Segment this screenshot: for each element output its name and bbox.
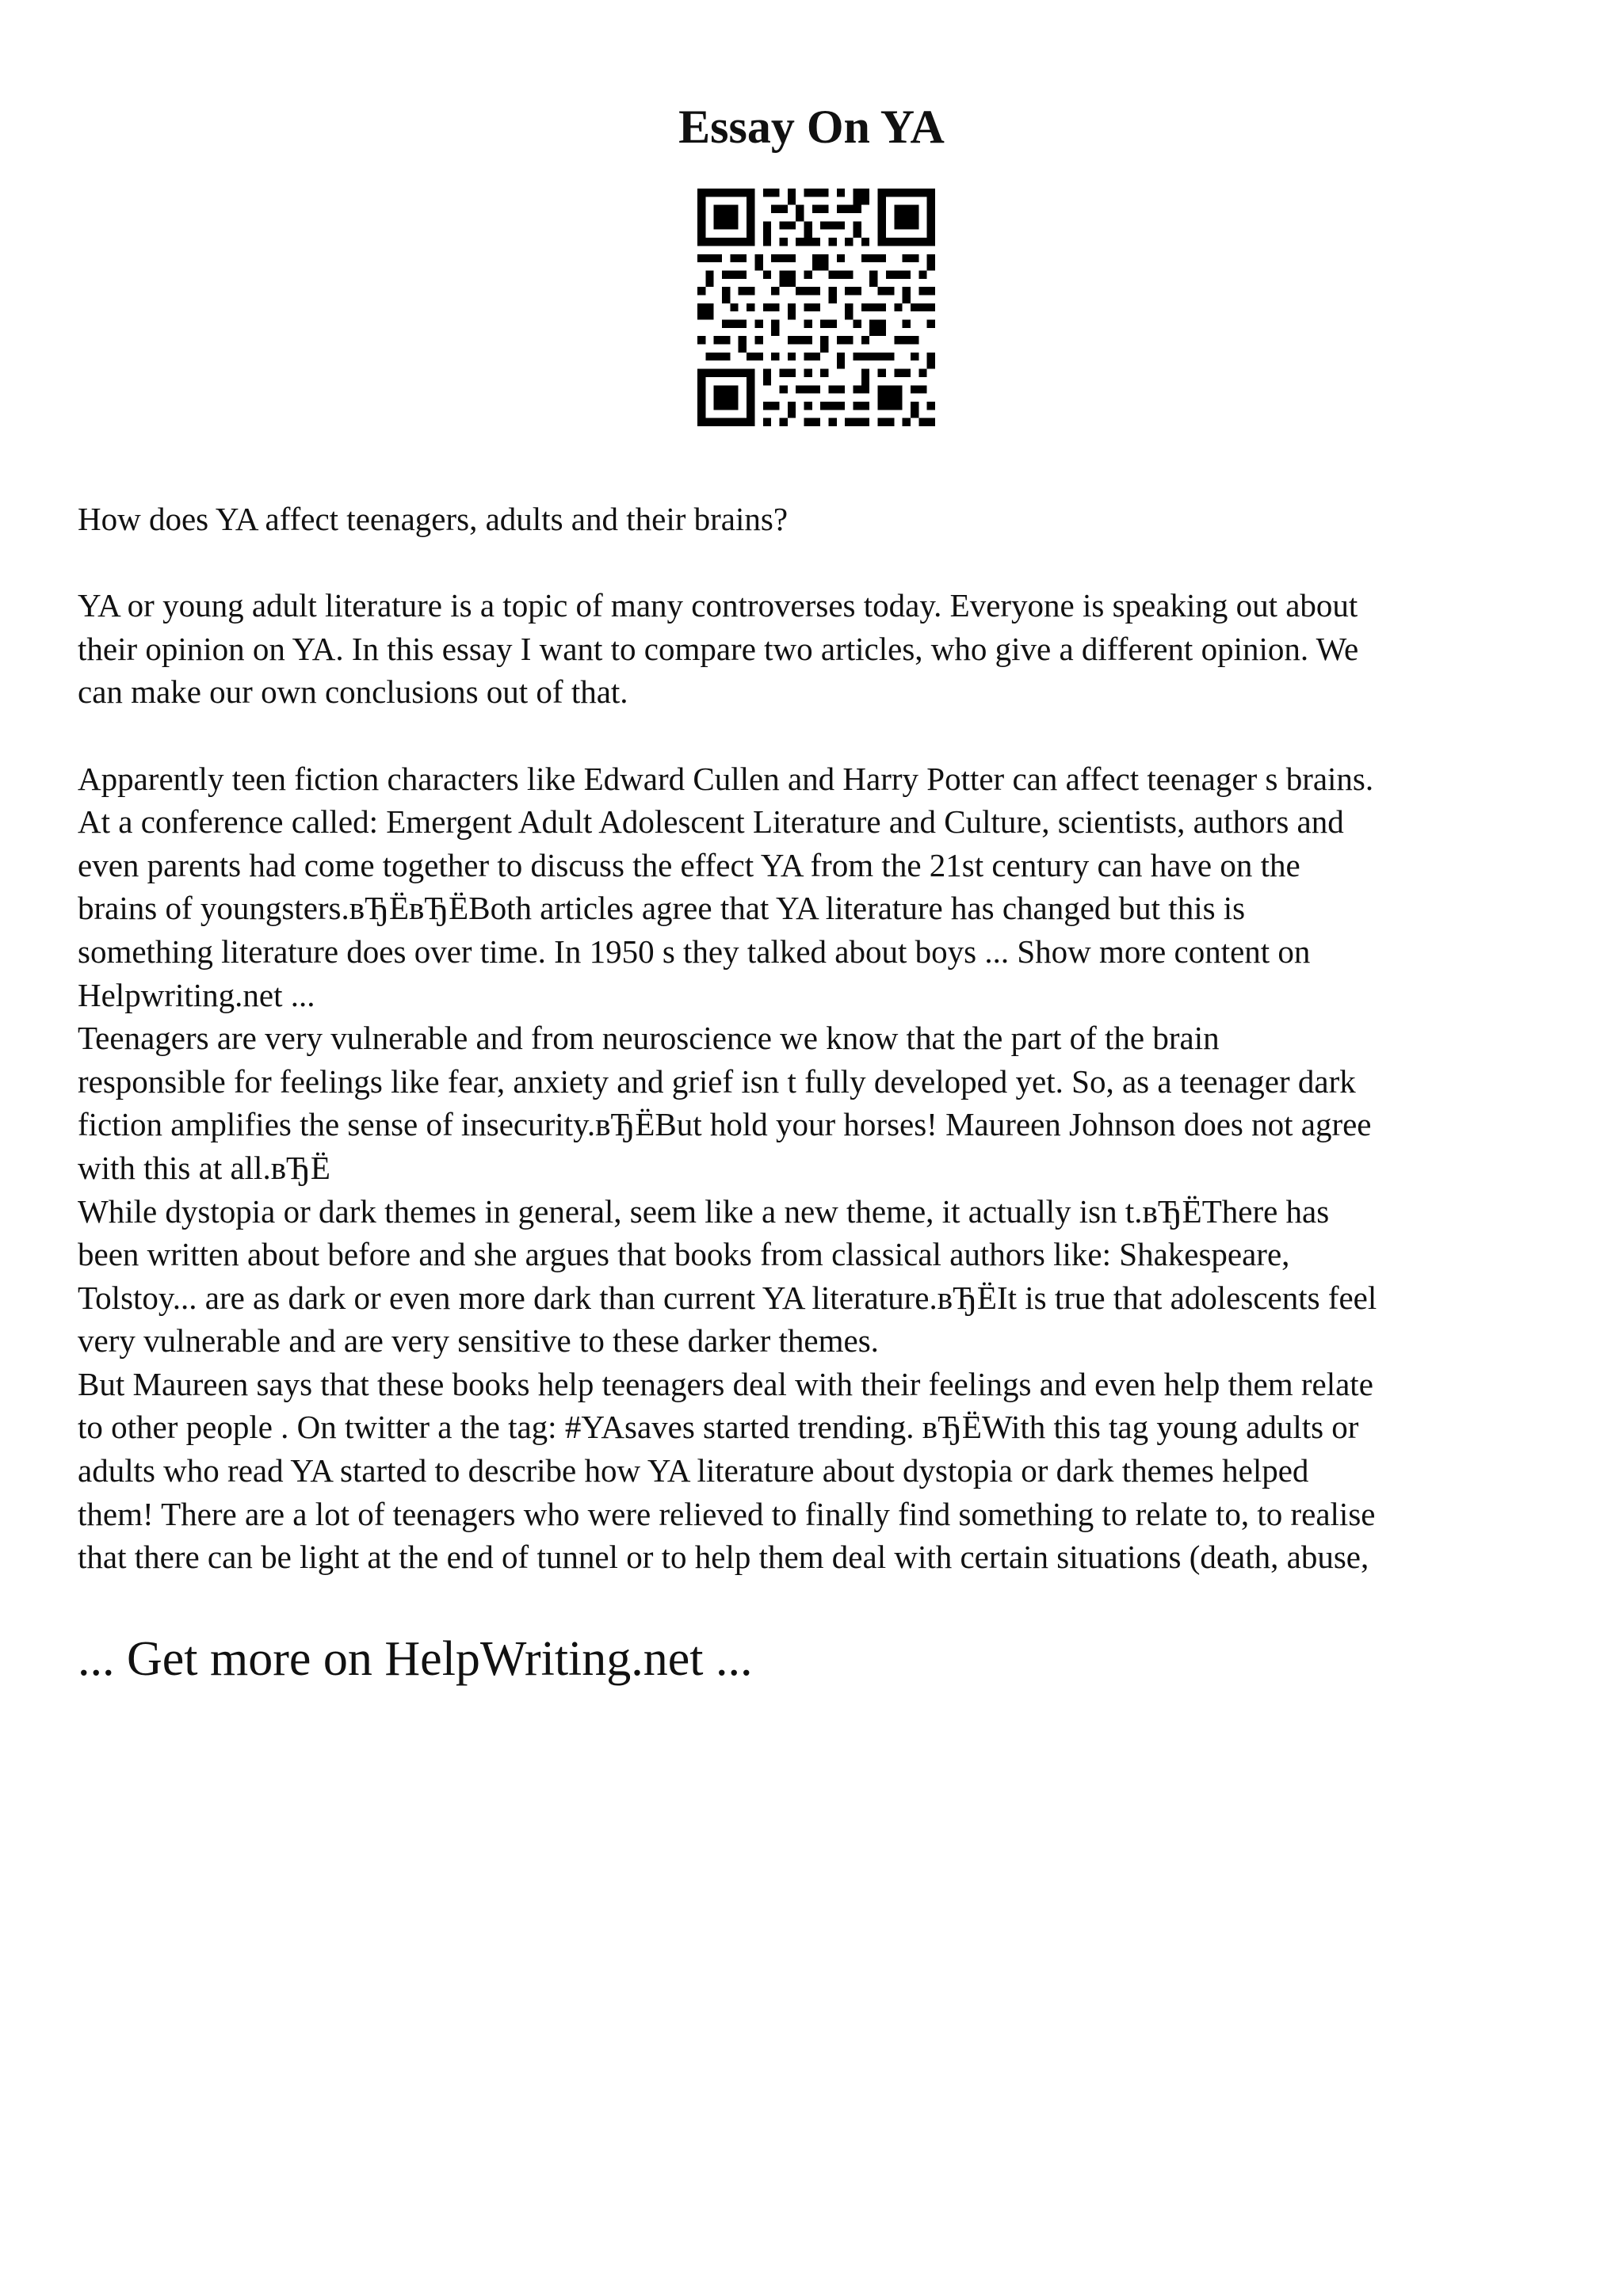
essay-line: their opinion on YA. In this essay I want to compare two articles, who give a different opinion. We (78, 630, 1359, 667)
essay-line: can make our own conclusions out of that. (78, 673, 628, 711)
essay-line: responsible for feelings like fear, anxiety and grief isn t fully developed yet. So, as a teenager dark (78, 1062, 1356, 1100)
essay-line: At a conference called: Emergent Adult Adolescent Literature and Culture, scientists, authors and (78, 803, 1344, 841)
essay-line: fiction amplifies the sense of insecurity.вЂЁBut hold your horses! Maureen Johnson does not agree (78, 1106, 1372, 1143)
get-more-link[interactable]: ... Get more on HelpWriting.net ... (78, 1632, 753, 1686)
essay-line: been written about before and she argues that books from classical authors like: Shakespeare, (78, 1236, 1290, 1273)
essay-line: something literature does over time. In 1950 s they talked about boys ... Show more content on (78, 933, 1311, 970)
essay-line: Tolstoy... are as dark or even more dark than current YA literature.вЂЁIt is true that adolescents feel (78, 1279, 1377, 1316)
essay-line: Apparently teen fiction characters like Edward Cullen and Harry Potter can affect teenager s brains. (78, 760, 1374, 797)
document-title: Essay On YA (678, 101, 945, 153)
essay-line: Teenagers are very vulnerable and from neuroscience we know that the part of the brain (78, 1020, 1220, 1057)
essay-line: While dystopia or dark themes in general, seem like a new theme, it actually isn t.вЂЁThere has (78, 1192, 1330, 1230)
qr-code-icon (697, 189, 935, 426)
essay-line: that there can be light at the end of tunnel or to help them deal with certain situations (death, abuse, (78, 1539, 1369, 1576)
essay-line: with this at all.вЂЁ (78, 1149, 330, 1186)
essay-line: adults who read YA started to describe how YA literature about dystopia or dark themes helped (78, 1452, 1309, 1489)
essay-line: them! There are a lot of teenagers who were relieved to finally find something to relate to, to realise (78, 1495, 1376, 1532)
essay-line: Helpwriting.net ... (78, 976, 315, 1013)
essay-line: But Maureen says that these books help teenagers deal with their feelings and even help them relate (78, 1365, 1373, 1402)
essay-line: brains of youngsters.вЂЁвЂЁBoth articles agree that YA literature has changed but this is (78, 890, 1246, 927)
essay-line: very vulnerable and are very sensitive to these darker themes. (78, 1322, 879, 1360)
essay-body (78, 498, 1568, 1579)
essay-line: How does YA affect teenagers, adults and their brains? (78, 501, 789, 537)
essay-line: YA or young adult literature is a topic of many controverses today. Everyone is speaking out about (78, 587, 1358, 624)
essay-line: even parents had come together to discuss the effect YA from the 21st century can have on the (78, 846, 1300, 883)
essay-line: to other people . On twitter a the tag: #YAsaves started trending. вЂЁWith this tag young adults or (78, 1409, 1359, 1446)
